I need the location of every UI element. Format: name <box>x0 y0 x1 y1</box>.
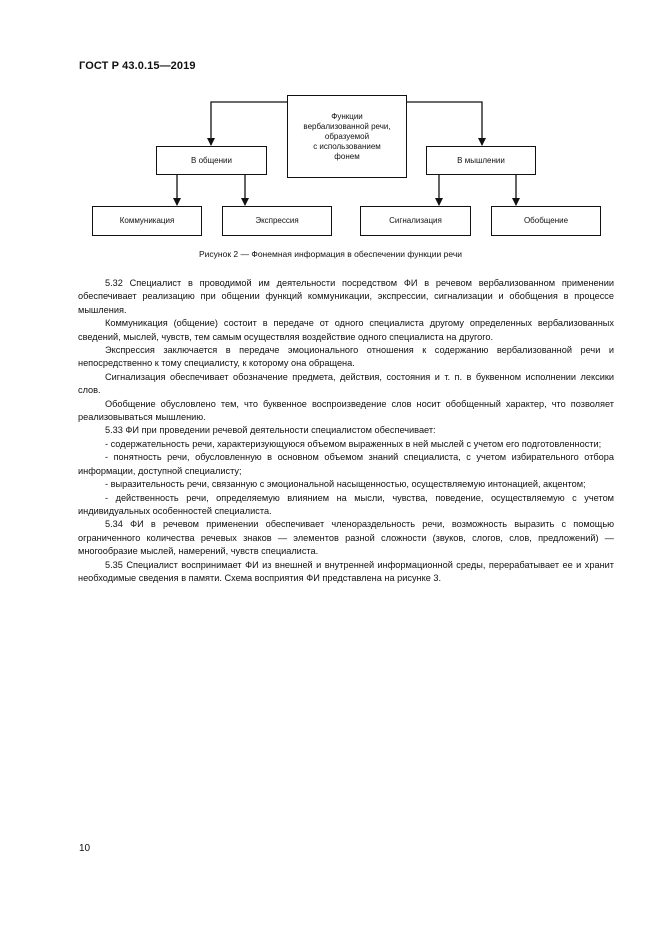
thinking-group-box: В мышлении <box>426 146 536 175</box>
paragraph: Обобщение обусловлено тем, что буквенное воспроизведение слов носит обобщенный характер, что позволяет реализовываться мышлению. <box>78 398 614 423</box>
paragraph: Экспрессия заключается в передаче эмоционального отношения к содержанию вербализованной речи и непосредственно к тому специалисту, к которому она обращена. <box>78 345 614 369</box>
expression-box: Экспрессия <box>222 206 332 236</box>
paragraph: Коммуникация (общение) состоит в передаче от одного специалиста другому определенных вербализованных сведений, мыслей, чувств, тем самым осуществляя воздействие одного специалиста на другого. <box>78 318 614 342</box>
list-item: - содержательность речи, характеризующуюся объемом выраженных в ней мыслей с учетом его подготовленности; <box>105 438 602 449</box>
communication-group-box: В общении <box>156 146 267 175</box>
paragraph: 5.34 ФИ в речевом применении обеспечивает членораздельность речи, возможность выразить с помощью ограниченного количества речевых знаков — элементов разной сложности (звуков, слогов, слов, предложений) — многообразие мыслей, намерений, чувств специалиста. <box>78 519 614 557</box>
center-function-box: Функции вербализованной речи, образуемой с использованием фонем <box>287 95 407 178</box>
list-item: - действенность речи, определяемую влиянием на мысли, чувства, поведение, осуществляемую с учетом индивидуальных особенностей специалиста. <box>78 492 614 516</box>
figure-caption: Рисунок 2 — Фонемная информация в обеспечении функции речи <box>199 249 462 259</box>
paragraph: 5.33 ФИ при проведении речевой деятельности специалистом обеспечивает: <box>105 425 436 436</box>
paragraph: 5.35 Специалист воспринимает ФИ из внешней и внутренней информационной среды, перерабатывает ее и хранит необходимые сведения в памяти. Схема восприятия ФИ представлена на рисунке 3. <box>78 559 614 583</box>
page-number: 10 <box>79 843 91 854</box>
document-header: ГОСТ Р 43.0.15—2019 <box>79 60 196 72</box>
list-item: - выразительность речи, связанную с эмоциональной насыщенностью, осуществляемую интонацией, акцентом; <box>105 479 586 490</box>
arrow-center-to-communication-group <box>211 102 287 145</box>
signalling-box: Сигнализация <box>360 206 471 236</box>
arrow-center-to-thinking-group <box>407 102 482 145</box>
paragraph: Сигнализация обеспечивает обозначение предмета, действия, состояния и т. п. в буквенном исполнении лексики слов. <box>78 371 614 396</box>
body-text <box>78 277 614 585</box>
generalization-box: Обобщение <box>491 206 601 236</box>
list-item: - понятность речи, обусловленную в основном объемом знаний специалиста, с учетом избирательного отбора информации, доступной специалисту; <box>78 452 614 476</box>
paragraph: 5.32 Специалист в проводимой им деятельности посредством ФИ в речевом вербализованном применении обеспечивает реализацию при общении функций коммуникации, экспрессии, сигнализации и обобщения в процессе мышления. <box>78 278 614 315</box>
communication-box: Коммуникация <box>92 206 202 236</box>
